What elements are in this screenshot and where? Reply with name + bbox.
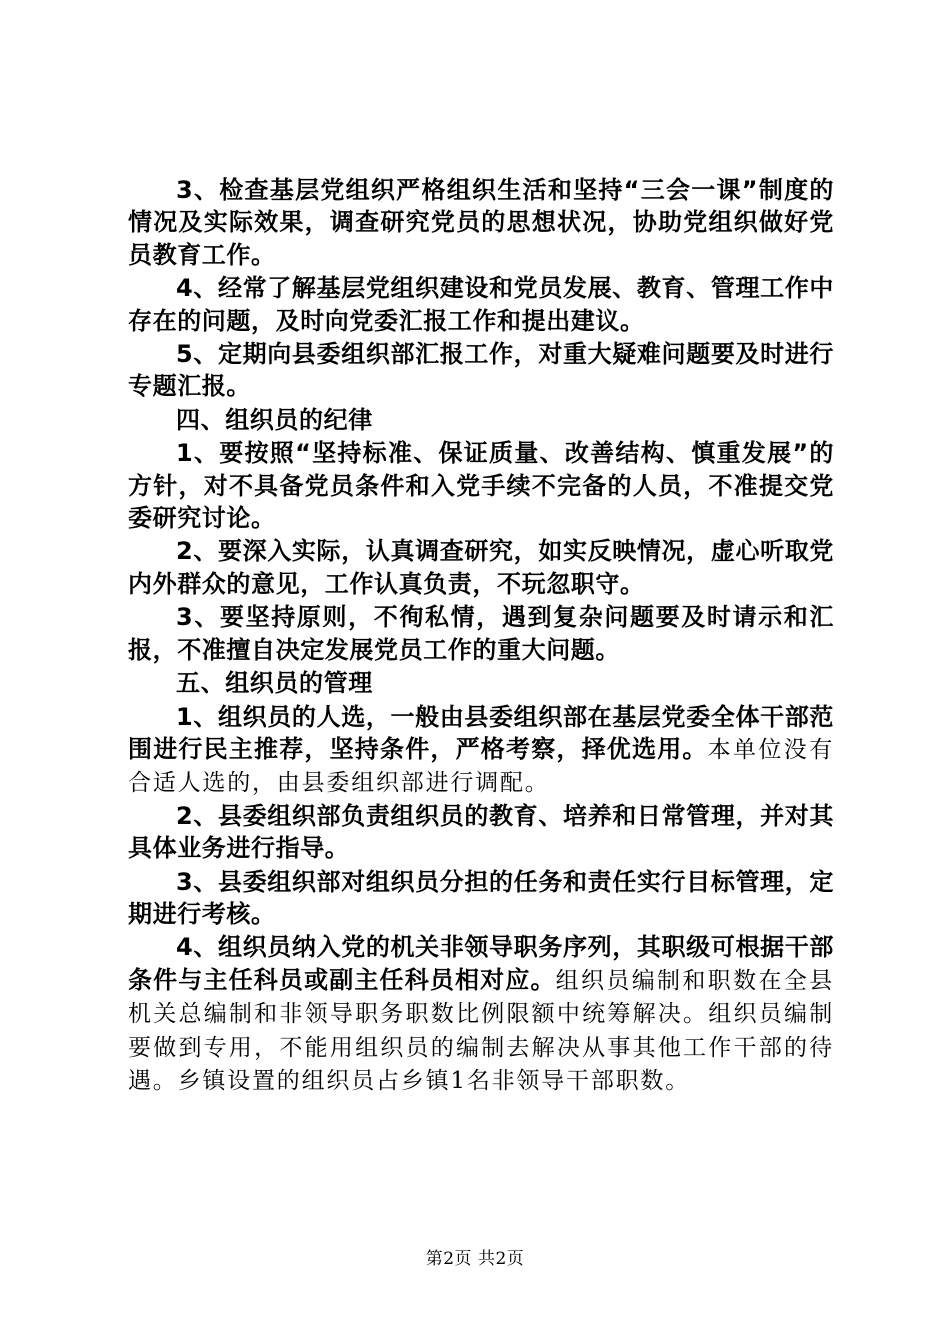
paragraph-text: 5、定期向县委组织部汇报工作，对重大疑难问题要及时进行专题汇报。 xyxy=(128,340,834,401)
heading-text: 四、组织员的纪律 xyxy=(176,405,373,434)
paragraph-text: 1、要按照“坚持标准、保证质量、改善结构、慎重发展”的方针，对不具备党员条件和入党手续不完备的人员，不准提交党委研究讨论。 xyxy=(128,439,834,533)
document-body xyxy=(128,174,834,1097)
heading-text: 五、组织员的管理 xyxy=(176,669,373,698)
paragraph-text: 3、县委组织部对组织员分担的任务和责任实行目标管理，定期进行考核。 xyxy=(128,867,834,928)
section-heading-discipline xyxy=(128,404,834,437)
paragraph-text: 1、组织员的人选，一般由县委组织部在基层党委全体干部范围进行民主推荐，坚持条件，严格考察，择优选用。 xyxy=(128,702,834,763)
page-footer: 第2页 共2页 xyxy=(425,1249,525,1269)
paragraph-text: 3、要坚持原则，不徇私情，遇到复杂问题要及时请示和汇报，不准擅自决定发展党员工作的重大问题。 xyxy=(128,603,834,664)
paragraph-12 xyxy=(128,931,834,1097)
paragraph-5 xyxy=(128,437,834,535)
paragraph-text: 2、要深入实际，认真调查研究，如实反映情况，虚心听取党内外群众的意见，工作认真负责，不玩忽职守。 xyxy=(128,537,834,598)
paragraph-text: 2、县委组织部负责组织员的教育、培养和日常管理，并对其具体业务进行指导。 xyxy=(128,801,834,863)
paragraph-9 xyxy=(128,701,834,800)
paragraph-continuation: 本单位没有合适人选的，由县委组织部进行调配。 xyxy=(128,736,834,797)
paragraph-11 xyxy=(128,866,834,932)
section-heading-management xyxy=(128,667,834,700)
paragraph-1 xyxy=(128,174,834,272)
paragraph-continuation: 组织员编制和职数在全县机关总编制和非领导职务职数比例限额中统筹解决。组织员编制要做到专用，不能用组织员的编制去解决从事其他工作干部的待遇。乡镇设置的组织员占乡镇1名非领导干部职数。 xyxy=(128,967,834,1094)
paragraph-7 xyxy=(128,601,834,667)
paragraph-2 xyxy=(128,272,834,338)
paragraph-text: 3、检查基层党组织严格组织生活和坚持“三会一课”制度的情况及实际效果，调查研究党员的思想状况，协助党组织做好党员教育工作。 xyxy=(128,176,834,269)
paragraph-6 xyxy=(128,535,834,601)
paragraph-text: 4、组织员纳入党的机关非领导职务序列，其职级可根据干部条件与主任科员或副主任科员相对应。 xyxy=(128,933,834,994)
paragraph-text: 4、经常了解基层党组织建设和党员发展、教育、管理工作中存在的问题，及时向党委汇报工作和提出建议。 xyxy=(128,274,834,335)
paragraph-3 xyxy=(128,338,834,404)
paragraph-10 xyxy=(128,800,834,866)
